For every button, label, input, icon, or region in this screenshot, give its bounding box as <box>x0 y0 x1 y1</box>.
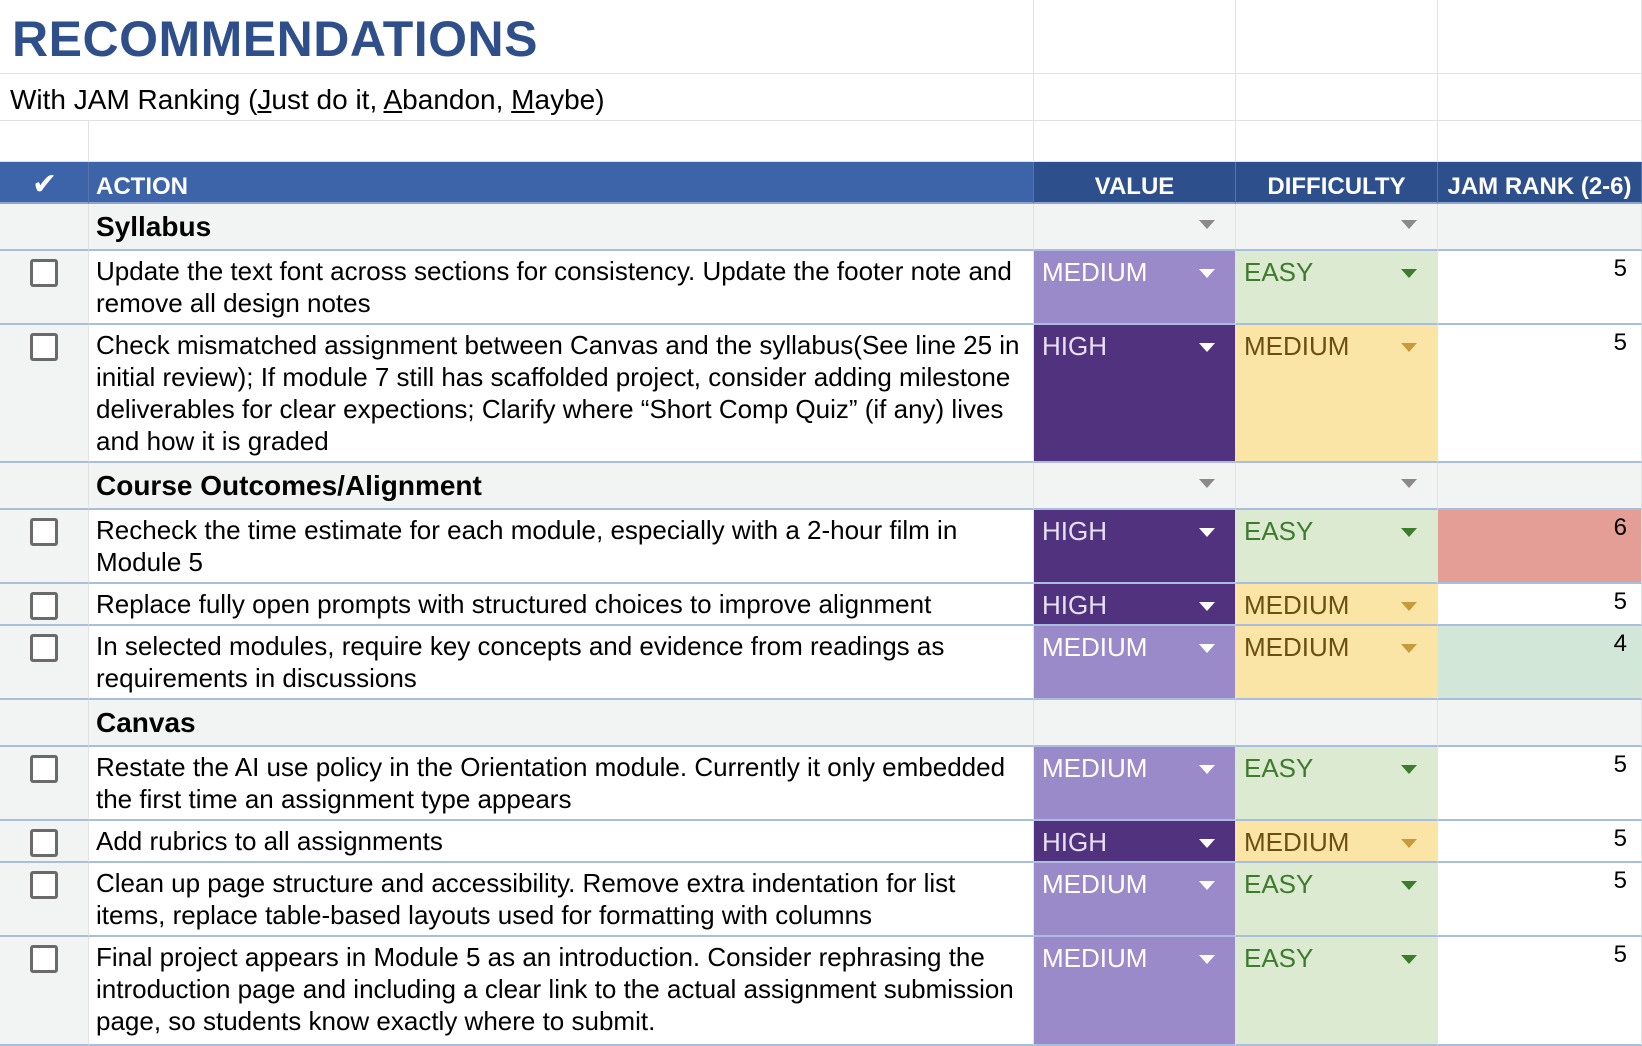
section-row-canvas <box>0 700 1642 747</box>
checkbox-cell <box>0 821 89 863</box>
action-text[interactable]: Recheck the time estimate for each module, especially with a 2-hour film in Module 5 <box>89 510 1034 584</box>
chevron-down-icon[interactable] <box>1199 269 1215 278</box>
action-text[interactable]: Restate the AI use policy in the Orientation module. Currently it only embedded the first time an assignment type appears <box>89 747 1034 821</box>
table-row <box>0 747 1642 821</box>
difficulty-dropdown[interactable] <box>1236 747 1438 821</box>
chevron-down-icon[interactable] <box>1199 343 1215 352</box>
action-text[interactable]: Update the text font across sections for consistency. Update the footer note and remove all design notes <box>89 251 1034 325</box>
checkbox[interactable] <box>30 592 58 620</box>
jam-rank[interactable]: 5 <box>1438 584 1642 626</box>
subtitle <box>0 74 1033 116</box>
empty-cell[interactable] <box>1236 0 1438 74</box>
value-dropdown[interactable] <box>1034 204 1236 251</box>
chevron-down-icon[interactable] <box>1199 220 1215 229</box>
value-label: MEDIUM <box>1042 869 1148 899</box>
value-label: MEDIUM <box>1042 257 1148 287</box>
checkbox-cell <box>0 584 89 626</box>
difficulty-label: EASY <box>1244 516 1314 546</box>
checkbox[interactable] <box>30 871 58 899</box>
chevron-down-icon[interactable] <box>1401 269 1417 278</box>
value-label: MEDIUM <box>1042 632 1148 662</box>
jam-rank[interactable]: 5 <box>1438 937 1642 1046</box>
table-row <box>0 937 1642 1046</box>
subtitle-j: J <box>257 84 272 115</box>
empty-cell[interactable] <box>1438 121 1642 162</box>
table-row <box>0 325 1642 463</box>
value-dropdown[interactable] <box>1034 937 1236 1046</box>
difficulty-label: MEDIUM <box>1244 632 1350 662</box>
difficulty-dropdown[interactable] <box>1236 463 1438 510</box>
chevron-down-icon[interactable] <box>1199 839 1215 848</box>
title-cell[interactable] <box>0 0 1034 74</box>
header-row <box>0 162 1642 204</box>
checkbox-cell <box>0 937 89 1046</box>
difficulty-label: MEDIUM <box>1244 590 1350 620</box>
difficulty-dropdown[interactable] <box>1236 584 1438 626</box>
table-row <box>0 821 1642 863</box>
empty-cell[interactable] <box>0 121 89 162</box>
empty-cell[interactable] <box>1034 700 1236 747</box>
empty-cell[interactable] <box>1438 463 1642 510</box>
subtitle-a: A <box>383 84 403 115</box>
empty-row <box>0 121 1642 162</box>
difficulty-dropdown[interactable] <box>1236 626 1438 700</box>
checkbox[interactable] <box>30 945 58 973</box>
jam-rank[interactable]: 5 <box>1438 747 1642 821</box>
header-value[interactable]: VALUE <box>1034 162 1236 204</box>
checkbox-cell <box>0 510 89 584</box>
jam-rank[interactable]: 5 <box>1438 863 1642 937</box>
chevron-down-icon[interactable] <box>1401 765 1417 774</box>
header-jam-rank[interactable]: JAM RANK (2-6) <box>1438 162 1642 204</box>
empty-cell[interactable] <box>1034 74 1236 121</box>
checkbox-cell <box>0 251 89 325</box>
value-dropdown[interactable] <box>1034 821 1236 863</box>
chevron-down-icon[interactable] <box>1199 602 1215 611</box>
section-title[interactable]: Canvas <box>89 700 1034 747</box>
empty-cell[interactable] <box>1236 74 1438 121</box>
empty-cell[interactable] <box>89 121 1034 162</box>
difficulty-label: MEDIUM <box>1244 827 1350 857</box>
checkbox[interactable] <box>30 259 58 287</box>
section-title[interactable]: Course Outcomes/Alignment <box>89 463 1034 510</box>
subtitle-cell[interactable] <box>0 74 1034 121</box>
checkbox[interactable] <box>30 634 58 662</box>
value-label: HIGH <box>1042 516 1107 546</box>
checkbox[interactable] <box>30 755 58 783</box>
checkbox[interactable] <box>30 518 58 546</box>
jam-rank[interactable]: 5 <box>1438 821 1642 863</box>
chevron-down-icon[interactable] <box>1401 528 1417 537</box>
checkbox[interactable] <box>30 333 58 361</box>
chevron-down-icon[interactable] <box>1401 602 1417 611</box>
empty-cell[interactable] <box>0 463 89 510</box>
table-row <box>0 584 1642 626</box>
jam-rank[interactable]: 5 <box>1438 251 1642 325</box>
empty-cell[interactable] <box>1034 121 1236 162</box>
checkbox[interactable] <box>30 829 58 857</box>
value-label: HIGH <box>1042 590 1107 620</box>
table-row <box>0 626 1642 700</box>
difficulty-label: EASY <box>1244 753 1314 783</box>
checkbox-cell <box>0 325 89 463</box>
table-row <box>0 251 1642 325</box>
chevron-down-icon[interactable] <box>1401 479 1417 488</box>
value-dropdown[interactable] <box>1034 251 1236 325</box>
action-text[interactable]: Clean up page structure and accessibility. Remove extra indentation for list items, replace table-based layouts used for formatting with columns <box>89 863 1034 937</box>
empty-cell[interactable] <box>1438 700 1642 747</box>
value-dropdown[interactable] <box>1034 584 1236 626</box>
jam-rank[interactable]: 6 <box>1438 510 1642 584</box>
value-dropdown[interactable] <box>1034 325 1236 463</box>
difficulty-label: MEDIUM <box>1244 331 1350 361</box>
header-action[interactable]: ACTION <box>89 162 1034 204</box>
subtitle-m: M <box>511 84 535 115</box>
chevron-down-icon[interactable] <box>1199 765 1215 774</box>
difficulty-dropdown[interactable] <box>1236 251 1438 325</box>
value-dropdown[interactable] <box>1034 863 1236 937</box>
difficulty-dropdown[interactable] <box>1236 510 1438 584</box>
difficulty-dropdown[interactable] <box>1236 937 1438 1046</box>
value-label: MEDIUM <box>1042 753 1148 783</box>
empty-cell[interactable] <box>1438 74 1642 121</box>
value-label: MEDIUM <box>1042 943 1148 973</box>
checkmark-icon: ✔ <box>32 168 58 201</box>
chevron-down-icon[interactable] <box>1199 881 1215 890</box>
value-label: HIGH <box>1042 331 1107 361</box>
table-row <box>0 863 1642 937</box>
empty-cell[interactable] <box>1438 0 1642 74</box>
empty-cell[interactable] <box>0 204 89 251</box>
header-difficulty[interactable]: DIFFICULTY <box>1236 162 1438 204</box>
value-label: HIGH <box>1042 827 1107 857</box>
subtitle-row <box>0 74 1642 121</box>
difficulty-dropdown[interactable] <box>1236 325 1438 463</box>
value-dropdown[interactable] <box>1034 510 1236 584</box>
subtitle-abandon: bandon, <box>402 84 512 115</box>
subtitle-prefix: With JAM Ranking ( <box>10 84 258 115</box>
action-text[interactable]: Check mismatched assignment between Canvas and the syllabus(See line 25 in initial review); If module 7 still has scaffolded project, consider adding milestone deliverables for clear expections; Clarify where “Short Comp Quiz” (if any) lives and how it is graded <box>89 325 1034 463</box>
subtitle-maybe: aybe) <box>534 84 605 115</box>
difficulty-label: EASY <box>1244 257 1314 287</box>
section-row-outcomes <box>0 463 1642 510</box>
jam-rank[interactable]: 5 <box>1438 325 1642 463</box>
difficulty-dropdown[interactable] <box>1236 863 1438 937</box>
checkbox-cell <box>0 747 89 821</box>
value-dropdown[interactable] <box>1034 463 1236 510</box>
empty-cell[interactable] <box>1438 204 1642 251</box>
chevron-down-icon[interactable] <box>1199 955 1215 964</box>
chevron-down-icon[interactable] <box>1401 220 1417 229</box>
checkbox-cell <box>0 626 89 700</box>
table-row <box>0 510 1642 584</box>
chevron-down-icon[interactable] <box>1401 343 1417 352</box>
difficulty-dropdown[interactable] <box>1236 821 1438 863</box>
chevron-down-icon[interactable] <box>1401 644 1417 653</box>
chevron-down-icon[interactable] <box>1199 644 1215 653</box>
empty-cell[interactable] <box>1034 0 1236 74</box>
header-check[interactable] <box>0 162 89 204</box>
difficulty-label: EASY <box>1244 943 1314 973</box>
action-text[interactable]: Final project appears in Module 5 as an introduction. Consider rephrasing the introduction page and including a clear link to the actual assignment submission page, so students know exactly where to submit. <box>89 937 1034 1046</box>
jam-rank[interactable]: 4 <box>1438 626 1642 700</box>
chevron-down-icon[interactable] <box>1199 479 1215 488</box>
empty-cell[interactable] <box>1236 700 1438 747</box>
chevron-down-icon[interactable] <box>1401 955 1417 964</box>
empty-cell[interactable] <box>1236 121 1438 162</box>
action-text[interactable]: Replace fully open prompts with structured choices to improve alignment <box>89 584 1034 626</box>
subtitle-just: ust do it, <box>271 84 384 115</box>
action-text[interactable]: Add rubrics to all assignments <box>89 821 1034 863</box>
value-dropdown[interactable] <box>1034 626 1236 700</box>
page-title: RECOMMENDATIONS <box>12 11 539 67</box>
difficulty-dropdown[interactable] <box>1236 204 1438 251</box>
section-title[interactable]: Syllabus <box>89 204 1034 251</box>
section-row-syllabus <box>0 204 1642 251</box>
value-dropdown[interactable] <box>1034 747 1236 821</box>
chevron-down-icon[interactable] <box>1401 839 1417 848</box>
chevron-down-icon[interactable] <box>1401 881 1417 890</box>
checkbox-cell <box>0 863 89 937</box>
action-text[interactable]: In selected modules, require key concepts and evidence from readings as requirements in discussions <box>89 626 1034 700</box>
empty-cell[interactable] <box>0 700 89 747</box>
title-row <box>0 0 1642 74</box>
chevron-down-icon[interactable] <box>1199 528 1215 537</box>
difficulty-label: EASY <box>1244 869 1314 899</box>
